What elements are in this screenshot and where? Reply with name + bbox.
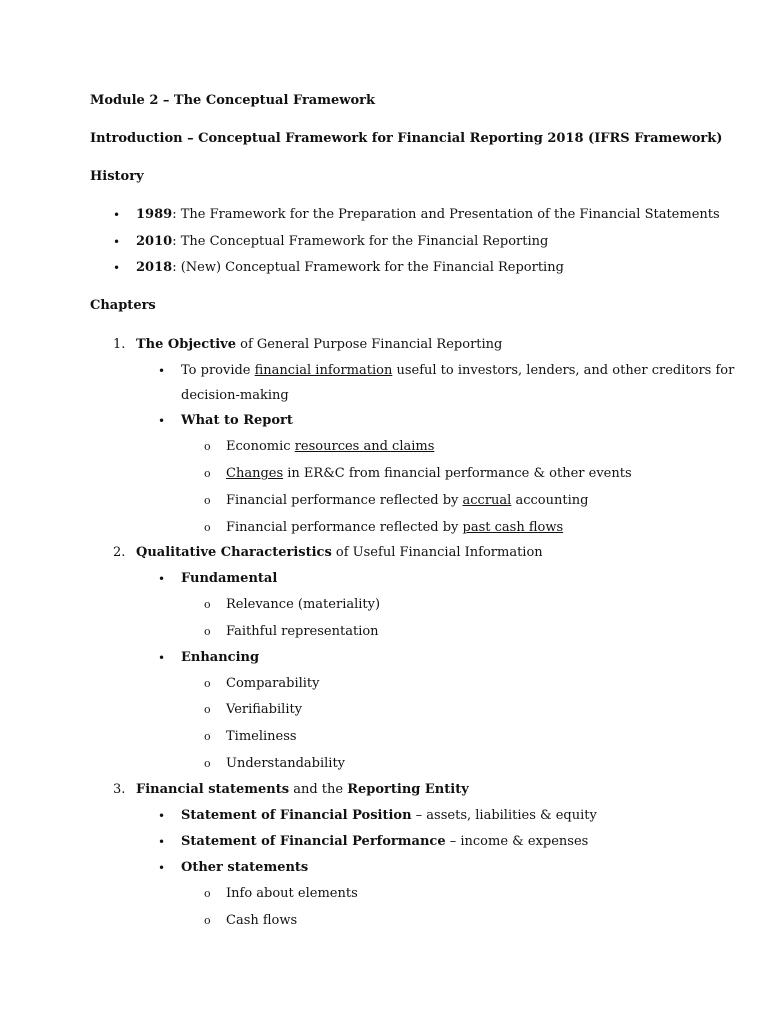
enhancing-heading: Enhancing (181, 650, 260, 665)
bullet-icon: • (158, 835, 166, 849)
report-item: Financial performance reflected by past cash flows (226, 520, 564, 535)
other-statement-item: Cash flows (226, 913, 298, 928)
circle-bullet-icon: o (204, 521, 211, 534)
circle-bullet-icon: o (204, 757, 211, 770)
bullet-icon: • (158, 809, 166, 823)
enhancing-item: Timeliness (226, 729, 297, 744)
history-heading: History (90, 169, 144, 184)
report-item: Changes in ER&C from financial performance & other events (226, 466, 632, 481)
chapter-1-title: The Objective of General Purpose Financial Reporting (136, 337, 503, 352)
bullet-icon: • (158, 414, 166, 428)
enhancing-item: Verifiability (226, 702, 303, 717)
enhancing-item: Understandability (226, 756, 346, 771)
bullet-icon: • (113, 235, 121, 249)
bullet-icon: • (158, 861, 166, 875)
objective-text-cont: decision-making (181, 388, 289, 403)
statement-item: Statement of Financial Performance – income & expenses (181, 834, 589, 849)
other-statements-heading: Other statements (181, 860, 309, 875)
circle-bullet-icon: o (204, 494, 211, 507)
circle-bullet-icon: o (204, 440, 211, 453)
report-item: Financial performance reflected by accrual accounting (226, 493, 589, 508)
chapter-2-title: Qualitative Characteristics of Useful Financial Information (136, 545, 543, 560)
bullet-icon: • (113, 208, 121, 222)
chapter-number: 3. (113, 782, 126, 797)
circle-bullet-icon: o (204, 467, 211, 480)
history-item-2018: 2018: (New) Conceptual Framework for the Financial Reporting (136, 260, 564, 275)
fundamental-item: Faithful representation (226, 624, 379, 639)
fundamental-heading: Fundamental (181, 571, 278, 586)
bullet-icon: • (158, 651, 166, 665)
circle-bullet-icon: o (204, 625, 211, 638)
intro-heading: Introduction – Conceptual Framework for Financial Reporting 2018 (IFRS Framework) (90, 131, 723, 146)
history-item-1989: 1989: The Framework for the Preparation and Presentation of the Financial Statements (136, 207, 720, 222)
history-item-2010: 2010: The Conceptual Framework for the Financial Reporting (136, 234, 549, 249)
chapters-heading: Chapters (90, 298, 156, 313)
bullet-icon: • (158, 572, 166, 586)
chapter-number: 2. (113, 545, 126, 560)
circle-bullet-icon: o (204, 914, 211, 927)
other-statement-item: Info about elements (226, 886, 358, 901)
enhancing-item: Comparability (226, 676, 320, 691)
chapter-number: 1. (113, 337, 126, 352)
chapter-3-title: Financial statements and the Reporting Entity (136, 782, 469, 797)
objective-text: To provide financial information useful to investors, lenders, and other creditors for (181, 363, 735, 378)
page-title: Module 2 – The Conceptual Framework (90, 93, 375, 108)
report-item: Economic resources and claims (226, 439, 435, 454)
circle-bullet-icon: o (204, 677, 211, 690)
fundamental-item: Relevance (materiality) (226, 597, 381, 612)
circle-bullet-icon: o (204, 887, 211, 900)
what-to-report-heading: What to Report (181, 413, 293, 428)
circle-bullet-icon: o (204, 598, 211, 611)
statement-item: Statement of Financial Position – assets, liabilities & equity (181, 808, 597, 823)
circle-bullet-icon: o (204, 730, 211, 743)
bullet-icon: • (113, 261, 121, 275)
circle-bullet-icon: o (204, 703, 211, 716)
bullet-icon: • (158, 364, 166, 378)
